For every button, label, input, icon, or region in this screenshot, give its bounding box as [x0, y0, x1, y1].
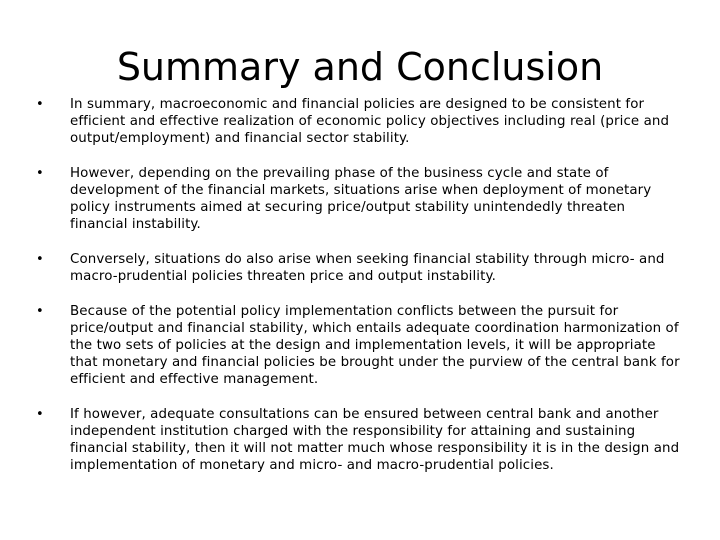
bullet-item: [36, 165, 684, 233]
bullet-dot-icon: •: [36, 166, 44, 181]
bullet-dot-icon: •: [36, 252, 44, 267]
slide-title: Summary and Conclusion: [116, 45, 604, 89]
bullet-dot-icon: •: [36, 407, 44, 422]
bullet-item: [36, 96, 684, 147]
bullet-item: [36, 406, 684, 474]
bullet-text: However, depending on the prevailing phase of the business cycle and state of development of the financial markets, situations arise when deployment of monetary policy instruments aimed at securing price/output stability unintendedly threaten financial instability.: [70, 166, 652, 232]
bullet-text: Because of the potential policy implementation conflicts between the pursuit for price/output and financial stability, which entails adequate coordination harmonization of the two sets of policies at the design and implementation levels, it will be appropriate that monetary and financial policies be brought under the purview of the central bank for efficient and effective management.: [70, 304, 680, 387]
bullet-text: In summary, macroeconomic and financial policies are designed to be consistent for efficient and effective realization of economic policy objectives including real (price and output/employment) and financial sector stability.: [70, 97, 670, 146]
bullet-list: [36, 96, 684, 492]
bullet-dot-icon: •: [36, 304, 44, 319]
bullet-text: Conversely, situations do also arise when seeking financial stability through micro- and macro-prudential policies threaten price and output instability.: [70, 252, 665, 284]
bullet-item: [36, 303, 684, 388]
bullet-dot-icon: •: [36, 97, 44, 112]
bullet-item: [36, 251, 684, 285]
bullet-text: If however, adequate consultations can be ensured between central bank and another independent institution charged with the responsibility for attaining and sustaining financial stability, then it will not matter much whose responsibility it is in the design and implementation of monetary and micro- and macro-prudential policies.: [70, 407, 680, 473]
